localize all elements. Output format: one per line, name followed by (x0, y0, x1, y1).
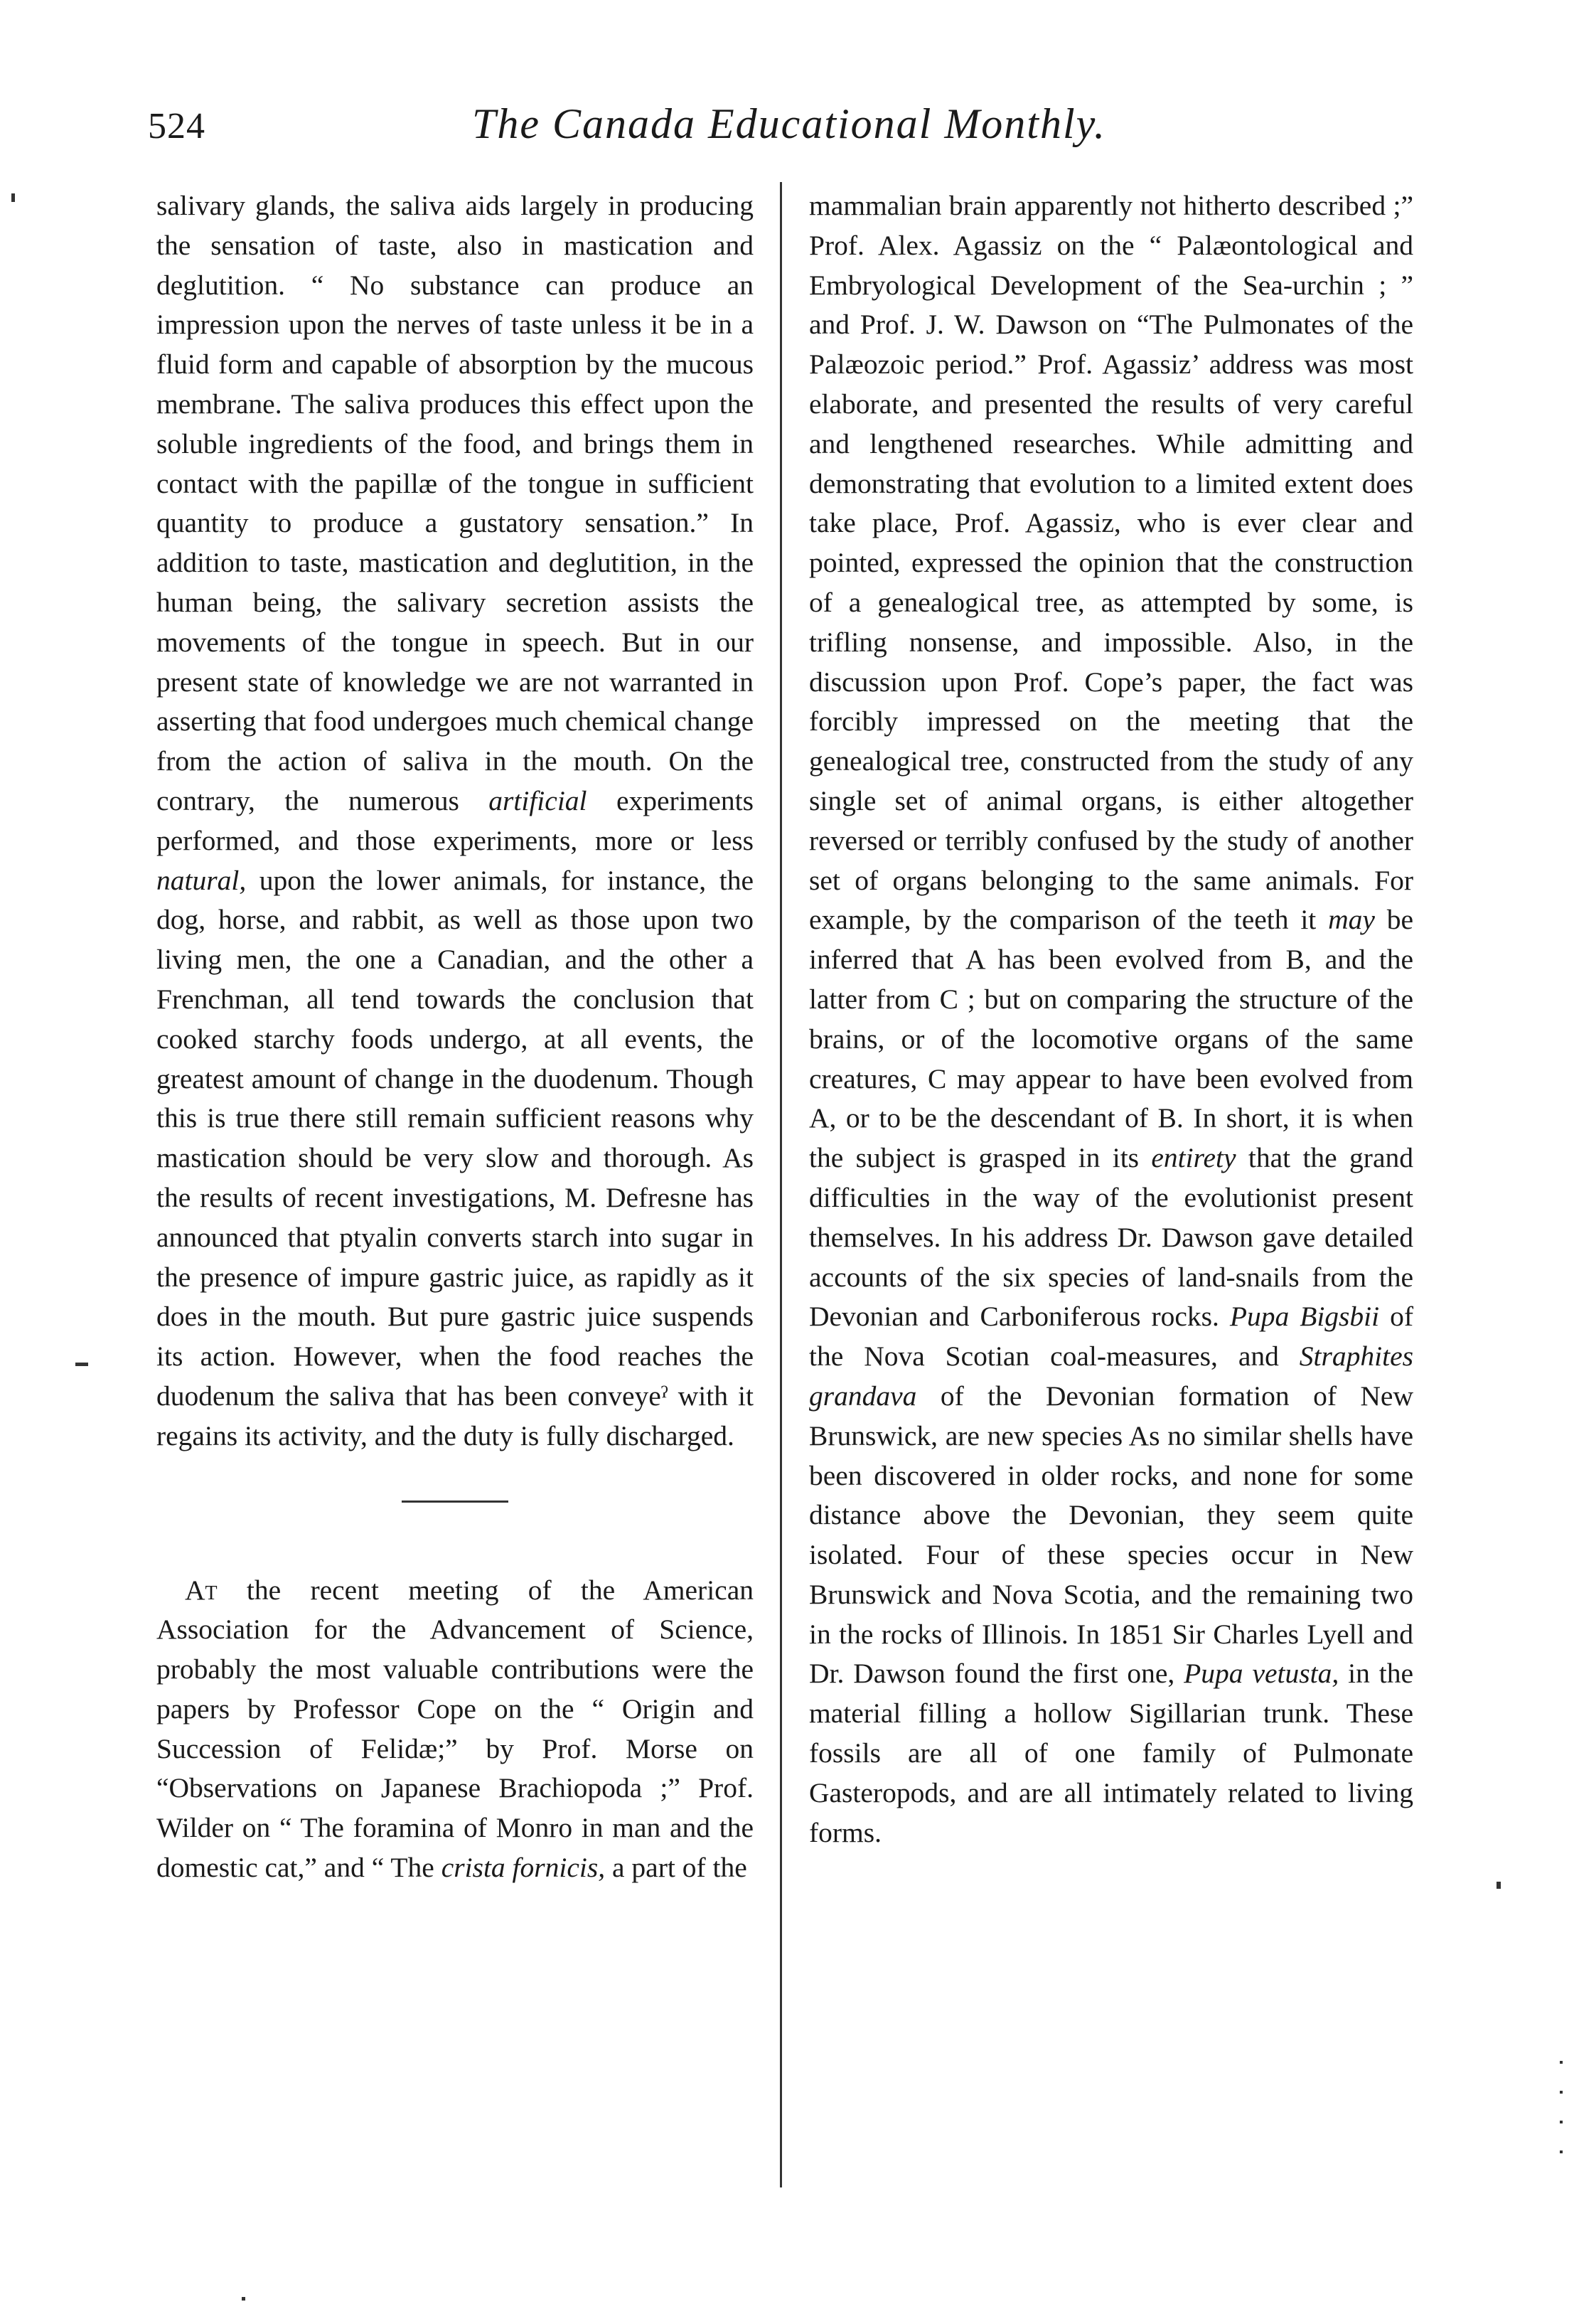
italic-term: Straphites grandava (809, 1340, 1413, 1412)
text-run: of the Devonian formation of New Brunswick, are new species As no similar shells have been discovered in older rocks, and none for some distance above the Devonian, they seem quite isolated. Four of these species occur in New Brunswick and Nova Scotia, and the remaining two in the rocks of Illinois. In 1851 Sir Charles Lyell and Dr. Dawson found the first one, (809, 1380, 1413, 1690)
text-run: be inferred that A has been evolved from B, and the latter from C ; but on comparing the structure of the brains, or of the locomotive organs of the same creatures, C may appear to have been evolved from A, or to be the descendant of B. In short, it is when the subject is grasped in its (809, 904, 1413, 1174)
paragraph-association (156, 1571, 754, 1888)
italic-term: entirety (1151, 1142, 1236, 1174)
print-speck (1560, 2061, 1563, 2064)
italic-term: crista fornicis, (441, 1852, 606, 1884)
text-run: salivary glands, the saliva aids largely in producing the sensation of taste, also in mastication and deglutition. “ No substance can produce an impression upon the nerves of taste unless it be in a fluid form and capable of absorption by the mucous membrane. The saliva produces this effect upon the soluble ingredients of the food, and brings them in contact with the papillæ of the tongue in sufficient quantity to produce a gustatory sensation.” In addition to taste, mastication and deglutition, in the human being, the salivary secretion assists the movements of the tongue in speech. But in our present state of knowledge we are not warranted in asserting that food undergoes much chemical change from the action of saliva in the mouth. On the contrary, the numerous (156, 190, 754, 816)
paragraph-agassiz-dawson (809, 186, 1413, 1853)
print-speck (1560, 2091, 1563, 2094)
left-column (156, 186, 754, 1888)
text-run: mammalian brain apparently not hitherto described ;” Prof. Alex. Agassiz on the “ Palæontological and Embryological Development of the Sea-urchin ; ” and Prof. J. W. Dawson on “The Pulmonates of the Palæozoic period.” Prof. Agassiz’ address was most elaborate, and presented the results of very careful and lengthened researches. While admitting and demonstrating that evolution to a limited extent does take place, Prof. Agassiz, who is ever clear and pointed, expressed the opinion that the construction of a genealogical tree, as attempted by some, is trifling nonsense, and impossible. Also, in the discussion upon Prof. Cope’s paper, the fact was forcibly impressed on the meeting that the genealogical tree, constructed from the study of any single set of animal organs, is either altogether reversed or terribly confused by the study of another set of organs belonging to the same animals. For example, by the comparison of the teeth it (809, 190, 1413, 936)
italic-term: Pupa Bigsbii (1229, 1301, 1380, 1333)
paragraph-saliva (156, 186, 754, 1456)
print-speck (1560, 2150, 1563, 2153)
italic-term: natural, (156, 864, 247, 896)
italic-term: may (1328, 904, 1375, 936)
print-speck (75, 1363, 88, 1366)
text-run: that the grand difficulties in the way of the evolutionist present themselves. In his address Dr. Dawson gave detailed accounts of the six species of land-snails from the Devonian and Carboniferous rocks. (809, 1142, 1413, 1333)
text-run: upon the lower animals, for instance, the dog, horse, and rabbit, as well as those upon two living men, the one a Canadian, and the other a Frenchman, all tend towards the conclusion that cooked starchy foods undergo, at all events, the greatest amount of change in the duodenum. Though this is true there still remain sufficient reasons why mastication should be very slow and thorough. As the results of recent investigations, M. Defresne has announced that ptyalin converts starch into sugar in the presence of impure gastric juice, as rapidly as it does in the mouth. But pure gastric juice suspends its action. However, when the food reaches the duodenum the saliva that has been conveyeˀ with it regains its activity, and the duty is fully discharged. (156, 864, 754, 1451)
print-speck (242, 2297, 245, 2301)
italic-term: Pupa vetusta, (1184, 1658, 1339, 1690)
right-column (809, 186, 1413, 1853)
print-speck (1560, 2121, 1563, 2123)
text-run: the recent meeting of the American Association for the Advancement of Science, probably the most valuable contributions were the papers by Professor Cope on the “ Origin and Succession of Felidæ;” by Prof. Morse on “Observations on Japanese Brachiopoda ;” Prof. Wilder on “ The foramina of Monro in man and the domestic cat,” and “ The (156, 1574, 754, 1884)
section-divider (402, 1501, 508, 1503)
page-number: 524 (148, 106, 205, 146)
text-run: in the material filling a hollow Sigillarian trunk. These fossils are all of one family of Pulmonate Gasteropods, and are all intimately related to living forms. (809, 1658, 1413, 1848)
print-speck (1497, 1882, 1501, 1889)
paragraph-lead: At (185, 1574, 218, 1606)
column-rule (780, 182, 782, 2187)
text-run: experiments performed, and those experiments, more or less (156, 784, 754, 856)
text-run: a part of the (605, 1852, 747, 1884)
text-run: of the Nova Scotian coal-measures, and (809, 1301, 1413, 1372)
running-title: The Canada Educational Monthly. (472, 100, 1106, 147)
print-speck (11, 193, 15, 202)
italic-term: artificial (488, 784, 587, 816)
